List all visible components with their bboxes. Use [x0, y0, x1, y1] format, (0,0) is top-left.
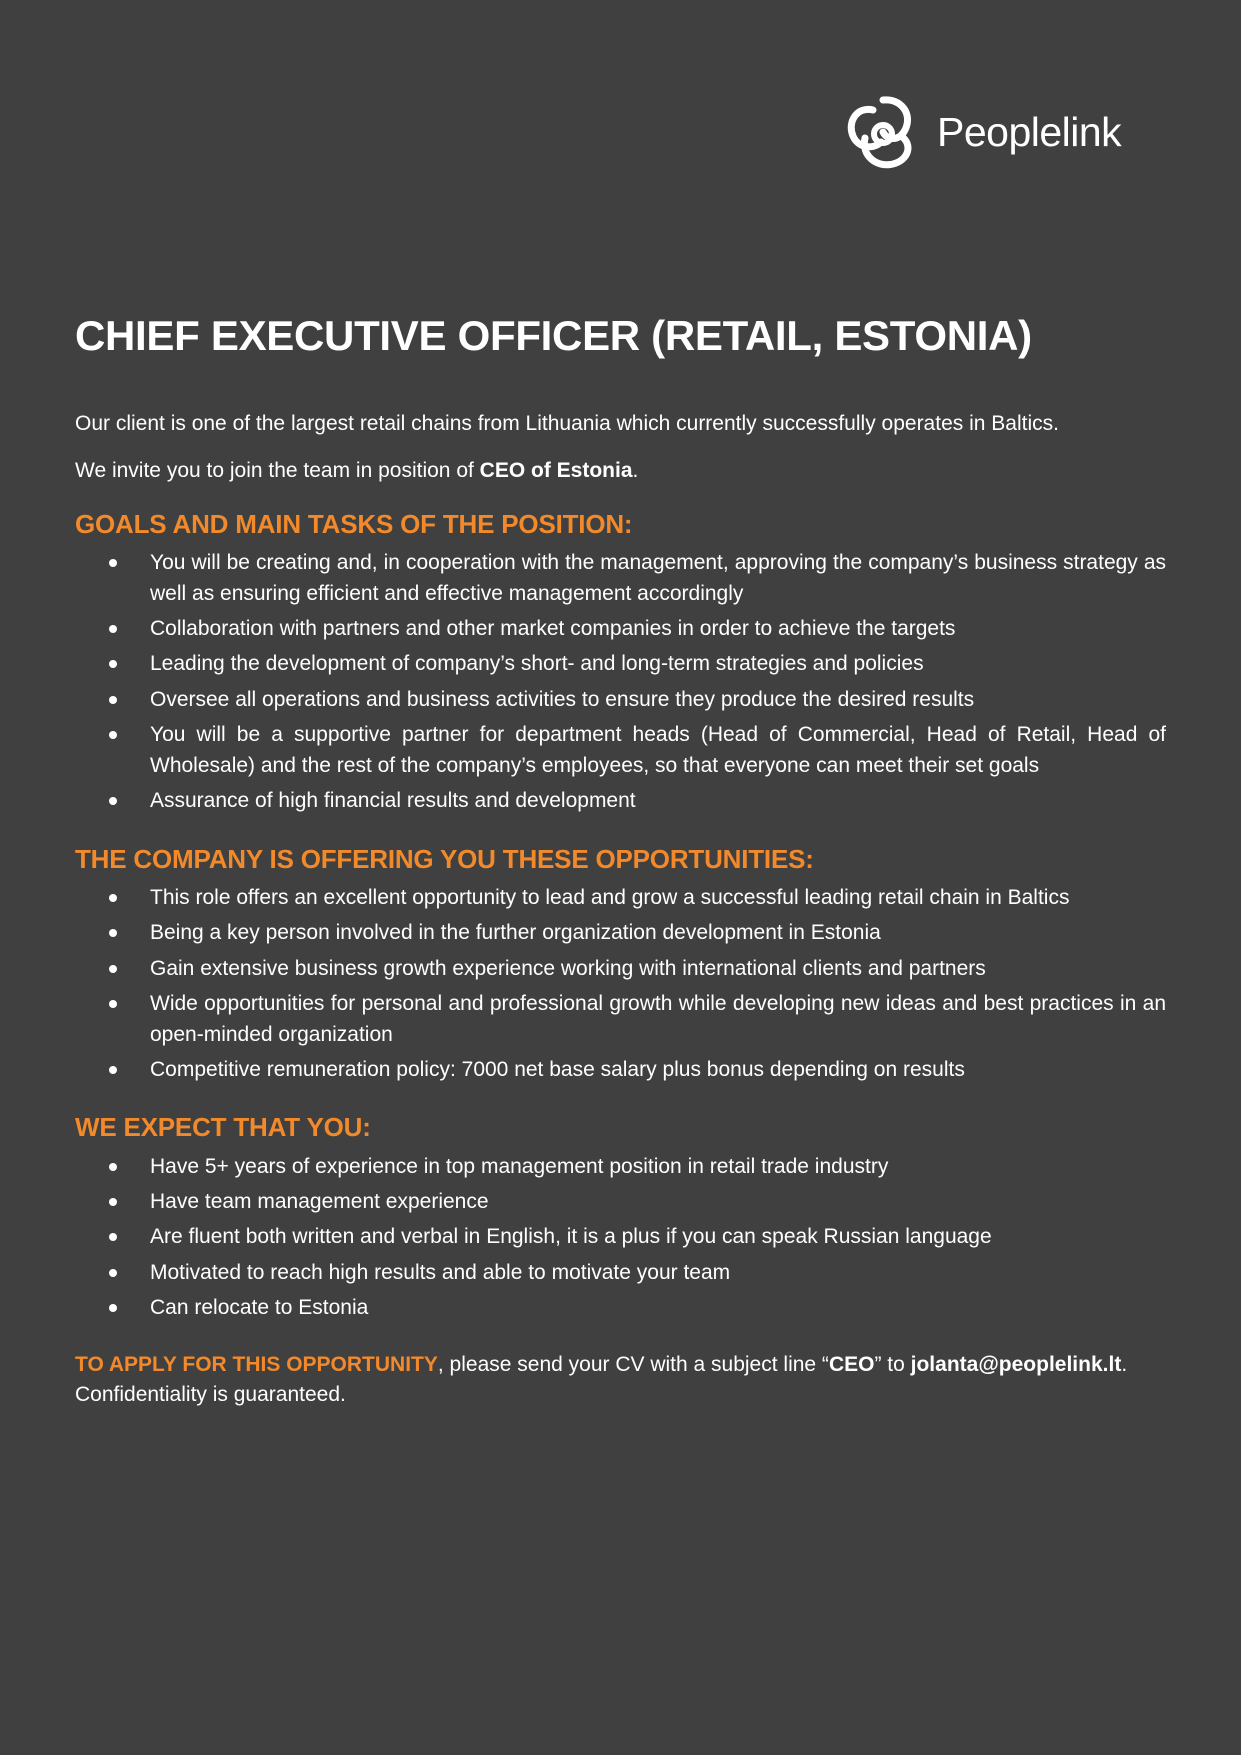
- brand-logo: [843, 92, 1121, 172]
- expect-list: [75, 1152, 1166, 1324]
- goals-list: [75, 548, 1166, 817]
- invite-text: We invite you to join the team in position of: [75, 458, 480, 482]
- apply-lead: TO APPLY FOR THIS OPPORTUNITY: [75, 1352, 438, 1376]
- main-content: [75, 312, 1166, 1411]
- brand-name: Peoplelink: [937, 108, 1122, 155]
- list-item: Assurance of high financial results and development: [150, 786, 1166, 816]
- apply-text-2: ” to: [874, 1352, 911, 1376]
- expect-heading: WE EXPECT THAT YOU:: [75, 1112, 371, 1143]
- list-item: Motivated to reach high results and able to motivate your team: [150, 1258, 1166, 1288]
- list-item: Are fluent both written and verbal in English, it is a plus if you can speak Russian language: [150, 1222, 1166, 1252]
- apply-email[interactable]: jolanta@peoplelink.lt: [910, 1352, 1122, 1376]
- apply-text-1: , please send your CV with a subject line “: [437, 1352, 829, 1376]
- list-item: Gain extensive business growth experience working with international clients and partners: [150, 954, 1166, 984]
- invite-suffix: .: [632, 458, 639, 482]
- list-item: Oversee all operations and business activities to ensure they produce the desired results: [150, 685, 1166, 715]
- list-item: Wide opportunities for personal and professional growth while developing new ideas and best practices in an open-minded organization: [150, 989, 1166, 1050]
- apply-subject: CEO: [828, 1352, 875, 1376]
- list-item: Competitive remuneration policy: 7000 net base salary plus bonus depending on results: [150, 1055, 1166, 1085]
- offer-heading: THE COMPANY IS OFFERING YOU THESE OPPORTUNITIES:: [75, 843, 814, 874]
- page-title: CHIEF EXECUTIVE OFFICER (RETAIL, ESTONIA): [75, 312, 1032, 359]
- list-item: Collaboration with partners and other market companies in order to achieve the targets: [150, 614, 1166, 644]
- apply-text-3: .: [1121, 1352, 1128, 1376]
- list-item: Have 5+ years of experience in top management position in retail trade industry: [150, 1152, 1166, 1182]
- goals-heading: GOALS AND MAIN TASKS OF THE POSITION:: [75, 508, 633, 539]
- offer-list: [75, 883, 1166, 1086]
- confidentiality-note: Confidentiality is guaranteed.: [75, 1383, 346, 1407]
- apply-instructions: [75, 1350, 1166, 1411]
- list-item: Being a key person involved in the further organization development in Estonia: [150, 918, 1166, 948]
- invite-paragraph: [75, 457, 1166, 484]
- list-item: Can relocate to Estonia: [150, 1293, 1166, 1323]
- list-item: Leading the development of company’s short- and long-term strategies and policies: [150, 649, 1166, 679]
- intro-paragraph: Our client is one of the largest retail chains from Lithuania which currently successfully operates in Baltics.: [75, 412, 1059, 436]
- list-item: This role offers an excellent opportunity to lead and grow a successful leading retail chain in Baltics: [150, 883, 1166, 913]
- peoplelink-rings-icon: [843, 92, 919, 172]
- list-item: Have team management experience: [150, 1187, 1166, 1217]
- position-name: CEO of Estonia: [479, 458, 633, 482]
- list-item: You will be a supportive partner for department heads (Head of Commercial, Head of Retail, Head of Wholesale) and the rest of the company’s employees, so that everyone can meet their set goals: [150, 720, 1166, 781]
- list-item: You will be creating and, in cooperation with the management, approving the company’s business strategy as well as ensuring efficient and effective management accordingly: [150, 548, 1166, 609]
